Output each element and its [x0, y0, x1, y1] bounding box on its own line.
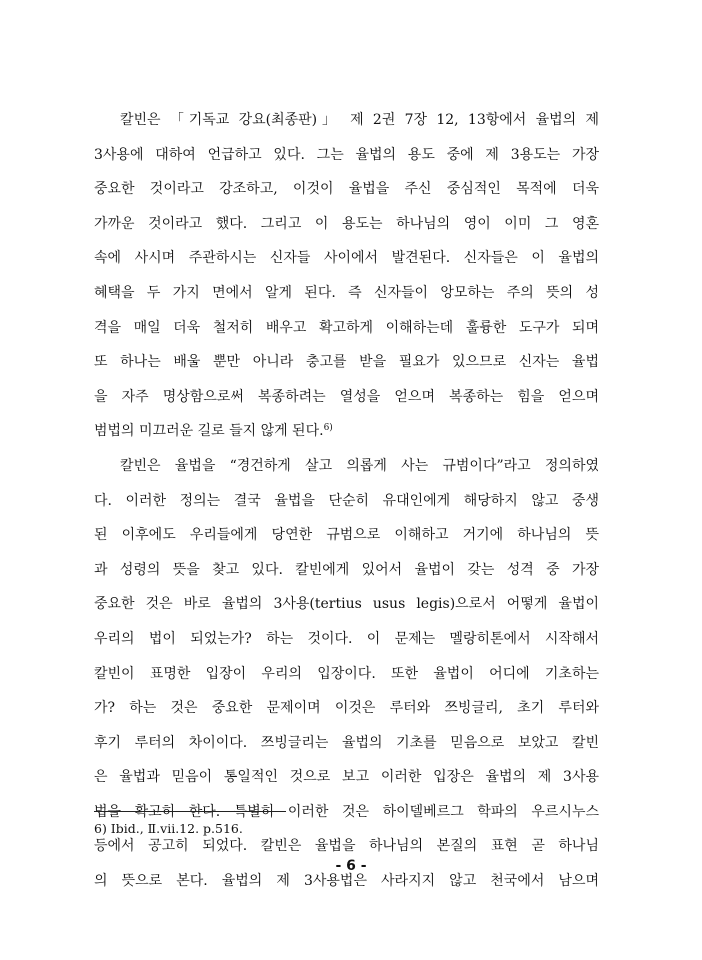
paragraph-2-line-8: 가? 하는 것은 중요한 문제이며 이것은 루터와 쯔빙글리, 초기 루터와: [94, 700, 599, 717]
footnote-divider: [94, 811, 286, 812]
paragraph-2-line-4: 과 성령의 뜻을 찾고 있다. 칼빈에게 있어서 율법이 갖는 성격 중 가장: [94, 561, 599, 578]
footnote-text: 6) Ibid., Ⅱ.vii.12. p.516.: [94, 821, 243, 836]
page-number: - 6 -: [335, 858, 367, 874]
paragraph-2-line-10: 은 율법과 믿음이 통일적인 것으로 보고 이러한 입장은 율법의 제 3사용: [94, 769, 599, 786]
paragraph-2-line-9: 후기 루터의 차이이다. 쯔빙글리는 율법의 기초를 믿음으로 보았고 칼빈: [94, 734, 599, 751]
paragraph-2-line-2: 다. 이러한 정의는 결국 율법을 단순히 유대인에게 해당하지 않고 중생: [94, 492, 599, 509]
paragraph-2-line-3: 된 이후에도 우리들에게 당연한 규범으로 이해하고 거기에 하나님의 뜻: [94, 527, 599, 544]
paragraph-2-line-12: 등에서 공고히 되었다. 칼빈은 율법을 하나님의 본질의 표현 곧 하나님: [94, 838, 599, 855]
paragraph-2-line-6: 우리의 법이 되었는가? 하는 것이다. 이 문제는 멜랑히톤에서 시작해서: [94, 630, 599, 647]
paragraph-2-line-7: 칼빈이 표명한 입장이 우리의 입장이다. 또한 율법이 어디에 기초하는: [94, 665, 599, 682]
paragraph-1-line-2: 3사용에 대하여 언급하고 있다. 그는 율법의 용도 중에 제 3용도는 가장: [94, 146, 599, 163]
paragraph-1-line-8: 또 하나는 배울 뿐만 아니라 충고를 받을 필요가 있으므로 신자는 율법: [94, 354, 599, 371]
paragraph-2-line-1: 칼빈은 율법을 “경건하게 살고 의롭게 사는 규범이다”라고 정의하였: [120, 457, 599, 474]
paragraph-1-line-7: 격을 매일 더욱 철저히 배우고 확고하게 이해하는데 훌륭한 도구가 되며: [94, 319, 599, 336]
paragraph-1-line-1: 칼빈은 「기독교 강요(최종판)」 제 2권 7장 12, 13항에서 율법의 제: [120, 112, 599, 128]
paragraph-1-line-9: 을 자주 명상함으로써 복종하려는 열성을 얻으며 복종하는 힘을 얻으며: [94, 388, 599, 405]
body-text: [94, 103, 599, 899]
paragraph-2-line-11: 법을 확고히 한다. 특별히 이러한 것은 하이델베르그 학파의 우르시누스: [94, 803, 599, 820]
paragraph-1-line-3: 중요한 것이라고 강조하고, 이것이 율법을 주신 중심적인 목적에 더욱: [94, 181, 599, 198]
paragraph-1-line-10-text: 범법의 미끄러운 길로 들지 않게 된다.: [94, 423, 324, 440]
paragraph-1-line-6: 혜택을 두 가지 면에서 알게 된다. 즉 신자들이 앙모하는 주의 뜻의 성: [94, 284, 599, 301]
paragraph-1-line-5: 속에 사시며 주관하시는 신자들 사이에서 발견된다. 신자들은 이 율법의: [94, 250, 599, 267]
paragraph-1-line-10: [94, 414, 599, 449]
paragraph-2-line-5: 중요한 것은 바로 율법의 3사용(tertius usus legis)으로서 어떻게 율법이: [94, 596, 599, 613]
paragraph-1-line-4: 가까운 것이라고 했다. 그리고 이 용도는 하나님의 영이 이미 그 영혼: [94, 215, 599, 232]
paragraph-2-line-13: 의 뜻으로 본다. 율법의 제 3사용법은 사라지지 않고 천국에서 남으며: [94, 873, 599, 890]
footnote-reference[interactable]: 6): [323, 423, 333, 434]
